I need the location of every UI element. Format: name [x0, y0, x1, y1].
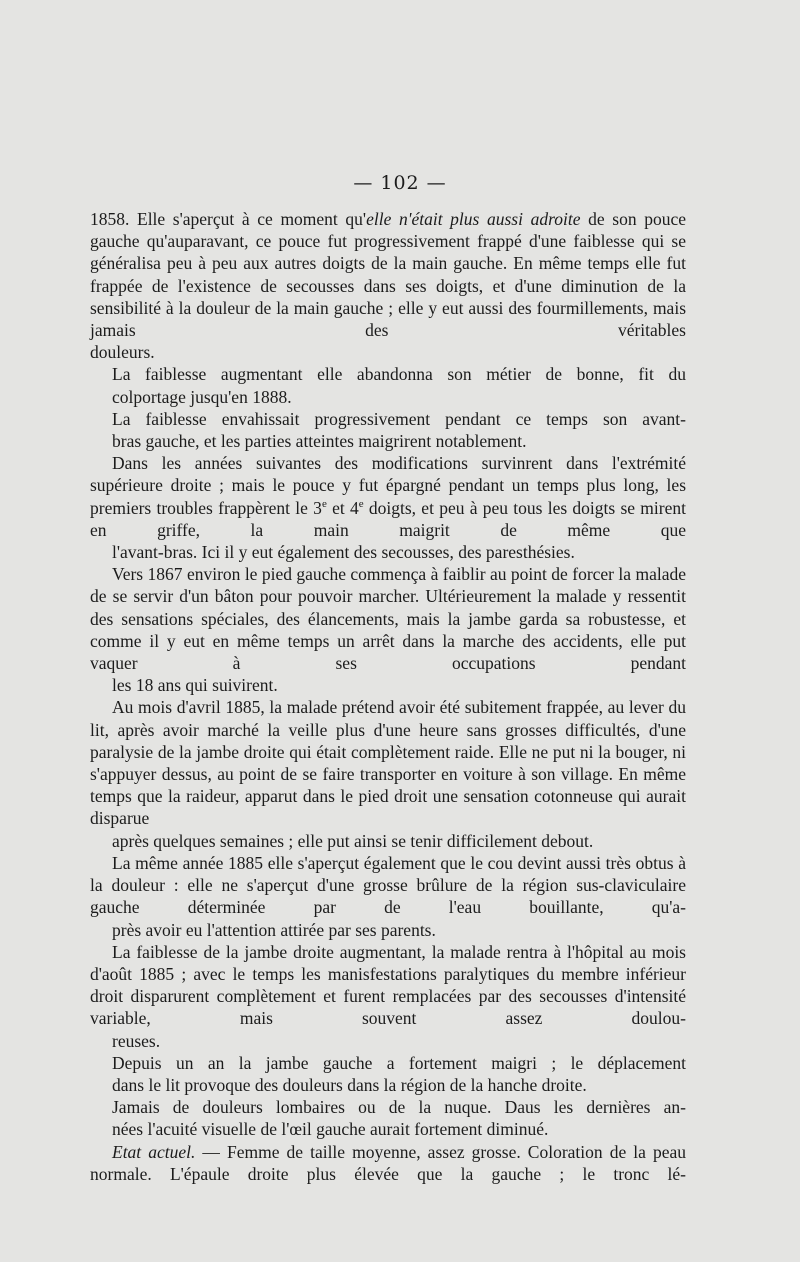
page-number: — 102 —	[353, 172, 447, 194]
paragraph: 1858. Elle s'aperçut à ce moment qu'elle n'était plus aussi adroite de son pouce gauche qu'auparavant, ce pouce fut progressivement frappé d'une faiblesse qui se généralisa peu à peu aux autres doigts de la main gauche. En même temps elle fut frappée de l'existence de secousses dans ses doigts, et d'une diminution de la sensibilité à la douleur de la main gauche ; elle y eut aussi des fourmillements, mais jamais des véritables douleurs.	[90, 209, 686, 363]
paragraph: Au mois d'avril 1885, la malade prétend avoir été subitement frappée, au lever du lit, après avoir marché la veille plus d'une heure sans grosses difficultés, d'une paralysie de la jambe droite qui était complètement raide. Elle ne put ni la bouger, ni s'appuyer dessus, au point de se faire transporter en voiture à son village. En même temps que la raideur, apparut dans le pied droit une sensation cotonneuse qui aurait disparue après quelques semaines ; elle put ainsi se tenir difficilement debout.	[90, 697, 686, 851]
paragraph: Dans les années suivantes des modifications survinrent dans l'extrémité supérieure droite ; mais le pouce y fut épargné pendant un temps plus long, les premiers troubles frappèrent le 3e et 4e doigts, et peu à peu tous les doigts se mirent en griffe, la main maigrit de même que l'avant-bras. Ici il y eut également des secousses, des paresthésies.	[90, 453, 686, 563]
paragraph: La même année 1885 elle s'aperçut également que le cou devint aussi très obtus à la douleur : elle ne s'aperçut d'une grosse brûlure de la région sus-claviculaire gauche déterminée par de l'eau bouillante, qu'a- près avoir eu l'attention attirée par ses parents.	[90, 852, 686, 940]
paragraph: Depuis un an la jambe gauche a fortement maigri ; le déplacement dans le lit provoque des douleurs dans la région de la hanche droite.	[112, 1052, 686, 1095]
paragraph: La faiblesse augmentant elle abandonna son métier de bonne, fit du colportage jusqu'en 1888.	[112, 364, 686, 407]
paragraph: Jamais de douleurs lombaires ou de la nuque. Daus les dernières an- nées l'acuité visuelle de l'œil gauche aurait fortement diminué.	[112, 1097, 686, 1140]
paragraph: Etat actuel. — Femme de taille moyenne, assez grosse. Coloration de la peau normale. L'épaule droite plus élevée que la gauche ; le tronc lé-	[90, 1141, 686, 1184]
paragraph: Vers 1867 environ le pied gauche commença à faiblir au point de forcer la malade de se servir d'un bâton pour pouvoir marcher. Ultérieurement la malade y ressentit des sensations spéciales, des élancements, mais la jambe garda sa robustesse, et comme il y eut en même temps un arrêt dans la marche des accidents, elle put vaquer à ses occupations pendant les 18 ans qui suivirent.	[90, 564, 686, 696]
paragraph: La faiblesse envahissait progressivement pendant ce temps son avant- bras gauche, et les parties atteintes maigrirent notablement.	[112, 408, 686, 452]
paragraph: La faiblesse de la jambe droite augmentant, la malade rentra à l'hôpital au mois d'août 1885 ; avec le temps les manisfestations paralytiques du membre inférieur droit disparurent complètement et furent remplacées par des secousses d'intensité variable, mais souvent assez doulou- reuses.	[90, 941, 686, 1051]
body-text	[90, 208, 686, 1185]
